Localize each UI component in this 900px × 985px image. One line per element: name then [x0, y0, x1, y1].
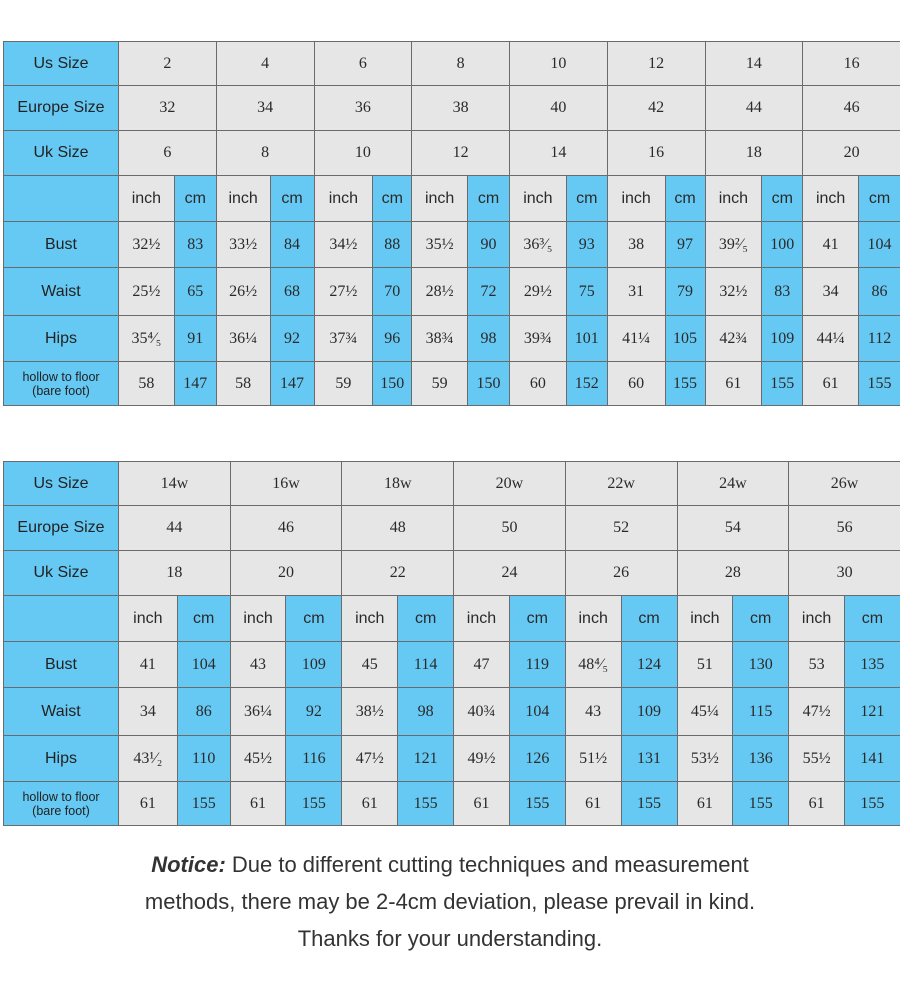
hollow-inch-value: 61	[789, 782, 845, 826]
hollow-inch-value: 61	[803, 362, 859, 406]
hips-cm-value: 91	[174, 316, 216, 362]
hollow-cm-value: 150	[373, 362, 412, 406]
hollow-to-floor-header	[4, 362, 119, 406]
unit-cm: cm	[621, 596, 677, 642]
us-size-header: Us Size	[4, 462, 119, 506]
waist-cm-value: 109	[621, 688, 677, 736]
waist-header: Waist	[4, 688, 119, 736]
hollow-inch-value: 61	[565, 782, 621, 826]
hips-inch-value: 47½	[342, 736, 398, 782]
hips-inch-value: 49½	[454, 736, 510, 782]
us-size-value: 4	[216, 42, 314, 86]
europe-size-header: Europe Size	[4, 86, 119, 131]
uk-size-value: 28	[677, 551, 789, 596]
unit-inch: inch	[789, 596, 845, 642]
unit-inch: inch	[119, 176, 175, 222]
unit-cm: cm	[286, 596, 342, 642]
europe-size-value: 52	[565, 506, 677, 551]
unit-row-header	[4, 176, 119, 222]
hips-inch-value: 45½	[230, 736, 286, 782]
hollow-inch-value: 61	[230, 782, 286, 826]
waist-cm-value: 86	[177, 688, 230, 736]
waist-cm-value: 98	[398, 688, 454, 736]
europe-size-value: 42	[607, 86, 705, 131]
unit-cm: cm	[270, 176, 314, 222]
hips-inch-value: 37¾	[314, 316, 373, 362]
us-size-value: 24w	[677, 462, 789, 506]
hips-inch-value: 39¾	[510, 316, 567, 362]
bust-header: Bust	[4, 222, 119, 268]
hips-inch-value: 44¼	[803, 316, 859, 362]
waist-inch-value: 36¼	[230, 688, 286, 736]
waist-cm-value: 83	[762, 268, 803, 316]
bust-inch-value: 33½	[216, 222, 270, 268]
unit-cm: cm	[398, 596, 454, 642]
unit-cm: cm	[859, 176, 900, 222]
hollow-cm-value: 155	[762, 362, 803, 406]
europe-size-row	[4, 86, 900, 131]
bust-inch-value: 34½	[314, 222, 373, 268]
notice-line-2: methods, there may be 2-4cm deviation, please prevail in kind.	[144, 889, 756, 914]
hips-cm-value: 141	[844, 736, 900, 782]
waist-inch-value: 28½	[412, 268, 468, 316]
us-size-value: 16w	[230, 462, 342, 506]
hollow-cm-value: 155	[859, 362, 900, 406]
unit-inch: inch	[454, 596, 510, 642]
hollow-cm-value: 155	[621, 782, 677, 826]
hips-inch-value: 36¼	[216, 316, 270, 362]
unit-cm: cm	[566, 176, 607, 222]
bust-inch-value: 47	[454, 642, 510, 688]
hips-cm-value: 105	[665, 316, 705, 362]
notice-line-1: Due to different cutting techniques and measurement	[225, 852, 749, 877]
us-size-value: 10	[510, 42, 608, 86]
unit-inch: inch	[314, 176, 373, 222]
hips-inch-value: 43¹⁄₂	[119, 736, 178, 782]
bust-cm-value: 135	[844, 642, 900, 688]
bust-inch-value: 36³⁄₅	[510, 222, 567, 268]
hollow-inch-value: 60	[510, 362, 567, 406]
waist-inch-value: 25½	[119, 268, 175, 316]
unit-cm: cm	[844, 596, 900, 642]
waist-inch-value: 26½	[216, 268, 270, 316]
waist-inch-value: 34	[119, 688, 178, 736]
size-chart-standard	[3, 41, 900, 406]
hips-header: Hips	[4, 316, 119, 362]
hollow-inch-value: 59	[314, 362, 373, 406]
bust-cm-value: 104	[177, 642, 230, 688]
unit-inch: inch	[677, 596, 733, 642]
bust-cm-value: 119	[509, 642, 565, 688]
uk-size-value: 18	[705, 131, 803, 176]
waist-cm-value: 68	[270, 268, 314, 316]
waist-inch-value: 29½	[510, 268, 567, 316]
hips-row	[4, 736, 900, 782]
hollow-inch-value: 60	[607, 362, 665, 406]
waist-row	[4, 688, 900, 736]
bust-inch-value: 48⁴⁄₅	[565, 642, 621, 688]
hollow-cm-value: 155	[509, 782, 565, 826]
europe-size-value: 54	[677, 506, 789, 551]
uk-size-value: 8	[216, 131, 314, 176]
bust-cm-value: 104	[859, 222, 900, 268]
europe-size-value: 48	[342, 506, 454, 551]
hollow-inch-value: 58	[119, 362, 175, 406]
unit-inch: inch	[412, 176, 468, 222]
europe-size-value: 40	[510, 86, 608, 131]
europe-size-value: 56	[789, 506, 900, 551]
hollow-to-floor-row	[4, 362, 900, 406]
europe-size-value: 50	[454, 506, 566, 551]
waist-inch-value: 47½	[789, 688, 845, 736]
bust-cm-value: 83	[174, 222, 216, 268]
hips-cm-value: 121	[398, 736, 454, 782]
hollow-inch-value: 61	[677, 782, 733, 826]
uk-size-value: 22	[342, 551, 454, 596]
hollow-inch-value: 61	[119, 782, 178, 826]
hips-cm-value: 110	[177, 736, 230, 782]
unit-cm: cm	[762, 176, 803, 222]
hips-inch-value: 38¾	[412, 316, 468, 362]
hollow-inch-value: 61	[342, 782, 398, 826]
hollow-cm-value: 147	[174, 362, 216, 406]
hollow-cm-value: 155	[844, 782, 900, 826]
us-size-header: Us Size	[4, 42, 119, 86]
uk-size-value: 16	[607, 131, 705, 176]
us-size-value: 26w	[789, 462, 900, 506]
hips-cm-value: 96	[373, 316, 412, 362]
unit-row-header	[4, 596, 119, 642]
uk-size-value: 20	[230, 551, 342, 596]
unit-inch: inch	[565, 596, 621, 642]
bust-header: Bust	[4, 642, 119, 688]
hips-inch-value: 41¼	[607, 316, 665, 362]
bust-inch-value: 35½	[412, 222, 468, 268]
unit-inch: inch	[705, 176, 762, 222]
uk-size-value: 26	[565, 551, 677, 596]
hips-cm-value: 131	[621, 736, 677, 782]
us-size-row	[4, 462, 900, 506]
bust-cm-value: 124	[621, 642, 677, 688]
unit-inch: inch	[607, 176, 665, 222]
hollow-inch-value: 59	[412, 362, 468, 406]
us-size-value: 2	[119, 42, 217, 86]
waist-inch-value: 32½	[705, 268, 762, 316]
europe-size-value: 32	[119, 86, 217, 131]
uk-size-row	[4, 131, 900, 176]
uk-size-value: 6	[119, 131, 217, 176]
hollow-header-line-2: (bare foot)	[32, 383, 90, 398]
hollow-header-line-1: hollow to floor	[22, 369, 100, 384]
hips-inch-value: 51½	[565, 736, 621, 782]
hollow-cm-value: 155	[177, 782, 230, 826]
bust-cm-value: 84	[270, 222, 314, 268]
bust-cm-value: 109	[286, 642, 342, 688]
hollow-inch-value: 58	[216, 362, 270, 406]
us-size-value: 14	[705, 42, 803, 86]
bust-row	[4, 222, 900, 268]
waist-inch-value: 31	[607, 268, 665, 316]
unit-inch: inch	[216, 176, 270, 222]
bust-cm-value: 130	[733, 642, 789, 688]
bust-inch-value: 45	[342, 642, 398, 688]
bust-inch-value: 51	[677, 642, 733, 688]
bust-inch-value: 53	[789, 642, 845, 688]
bust-cm-value: 97	[665, 222, 705, 268]
uk-size-value: 14	[510, 131, 608, 176]
hollow-inch-value: 61	[454, 782, 510, 826]
hips-cm-value: 126	[509, 736, 565, 782]
us-size-value: 16	[803, 42, 900, 86]
bust-inch-value: 43	[230, 642, 286, 688]
waist-cm-value: 121	[844, 688, 900, 736]
europe-size-value: 46	[230, 506, 342, 551]
uk-size-value: 20	[803, 131, 900, 176]
hollow-cm-value: 155	[398, 782, 454, 826]
unit-cm: cm	[468, 176, 510, 222]
uk-size-value: 24	[454, 551, 566, 596]
us-size-value: 14w	[119, 462, 231, 506]
hollow-inch-value: 61	[705, 362, 762, 406]
bust-cm-value: 114	[398, 642, 454, 688]
europe-size-value: 36	[314, 86, 412, 131]
unit-inch: inch	[119, 596, 178, 642]
unit-cm: cm	[733, 596, 789, 642]
hollow-cm-value: 155	[286, 782, 342, 826]
waist-inch-value: 27½	[314, 268, 373, 316]
unit-cm: cm	[509, 596, 565, 642]
hips-inch-value: 55½	[789, 736, 845, 782]
unit-cm: cm	[373, 176, 412, 222]
hollow-to-floor-header	[4, 782, 119, 826]
europe-size-row	[4, 506, 900, 551]
unit-row	[4, 596, 900, 642]
hollow-cm-value: 152	[566, 362, 607, 406]
waist-inch-value: 43	[565, 688, 621, 736]
us-size-value: 8	[412, 42, 510, 86]
size-chart-plus	[3, 461, 900, 826]
notice-text	[0, 846, 900, 957]
europe-size-value: 38	[412, 86, 510, 131]
europe-size-value: 34	[216, 86, 314, 131]
bust-cm-value: 90	[468, 222, 510, 268]
waist-cm-value: 115	[733, 688, 789, 736]
hips-inch-value: 42¾	[705, 316, 762, 362]
bust-inch-value: 32½	[119, 222, 175, 268]
notice-label: Notice:	[151, 852, 226, 877]
waist-header: Waist	[4, 268, 119, 316]
unit-cm: cm	[665, 176, 705, 222]
uk-size-value: 10	[314, 131, 412, 176]
waist-row	[4, 268, 900, 316]
hips-cm-value: 92	[270, 316, 314, 362]
unit-cm: cm	[174, 176, 216, 222]
waist-inch-value: 34	[803, 268, 859, 316]
hips-inch-value: 53½	[677, 736, 733, 782]
unit-row	[4, 176, 900, 222]
hips-cm-value: 136	[733, 736, 789, 782]
hips-cm-value: 116	[286, 736, 342, 782]
notice-line-3: Thanks for your understanding.	[297, 926, 603, 951]
bust-cm-value: 100	[762, 222, 803, 268]
hollow-cm-value: 155	[665, 362, 705, 406]
hips-cm-value: 112	[859, 316, 900, 362]
hips-header: Hips	[4, 736, 119, 782]
bust-inch-value: 38	[607, 222, 665, 268]
hollow-header-line-1: hollow to floor	[22, 789, 100, 804]
us-size-value: 18w	[342, 462, 454, 506]
europe-size-value: 44	[119, 506, 231, 551]
europe-size-value: 44	[705, 86, 803, 131]
waist-cm-value: 72	[468, 268, 510, 316]
uk-size-value: 30	[789, 551, 900, 596]
europe-size-value: 46	[803, 86, 900, 131]
hollow-header-line-2: (bare foot)	[32, 803, 90, 818]
waist-inch-value: 40¾	[454, 688, 510, 736]
hips-row	[4, 316, 900, 362]
bust-row	[4, 642, 900, 688]
bust-cm-value: 93	[566, 222, 607, 268]
bust-cm-value: 88	[373, 222, 412, 268]
hollow-cm-value: 155	[733, 782, 789, 826]
waist-cm-value: 75	[566, 268, 607, 316]
us-size-row	[4, 42, 900, 86]
uk-size-value: 18	[119, 551, 231, 596]
hips-cm-value: 101	[566, 316, 607, 362]
unit-inch: inch	[510, 176, 567, 222]
us-size-value: 20w	[454, 462, 566, 506]
uk-size-header: Uk Size	[4, 131, 119, 176]
uk-size-row	[4, 551, 900, 596]
unit-cm: cm	[177, 596, 230, 642]
hips-cm-value: 109	[762, 316, 803, 362]
hips-cm-value: 98	[468, 316, 510, 362]
uk-size-value: 12	[412, 131, 510, 176]
bust-inch-value: 39²⁄₅	[705, 222, 762, 268]
us-size-value: 22w	[565, 462, 677, 506]
uk-size-header: Uk Size	[4, 551, 119, 596]
waist-cm-value: 92	[286, 688, 342, 736]
waist-inch-value: 38½	[342, 688, 398, 736]
waist-inch-value: 45¼	[677, 688, 733, 736]
waist-cm-value: 70	[373, 268, 412, 316]
us-size-value: 12	[607, 42, 705, 86]
unit-inch: inch	[803, 176, 859, 222]
hips-inch-value: 35⁴⁄₅	[119, 316, 175, 362]
unit-inch: inch	[342, 596, 398, 642]
unit-inch: inch	[230, 596, 286, 642]
us-size-value: 6	[314, 42, 412, 86]
waist-cm-value: 65	[174, 268, 216, 316]
bust-inch-value: 41	[803, 222, 859, 268]
waist-cm-value: 79	[665, 268, 705, 316]
europe-size-header: Europe Size	[4, 506, 119, 551]
waist-cm-value: 86	[859, 268, 900, 316]
hollow-cm-value: 147	[270, 362, 314, 406]
hollow-cm-value: 150	[468, 362, 510, 406]
waist-cm-value: 104	[509, 688, 565, 736]
hollow-to-floor-row	[4, 782, 900, 826]
bust-inch-value: 41	[119, 642, 178, 688]
